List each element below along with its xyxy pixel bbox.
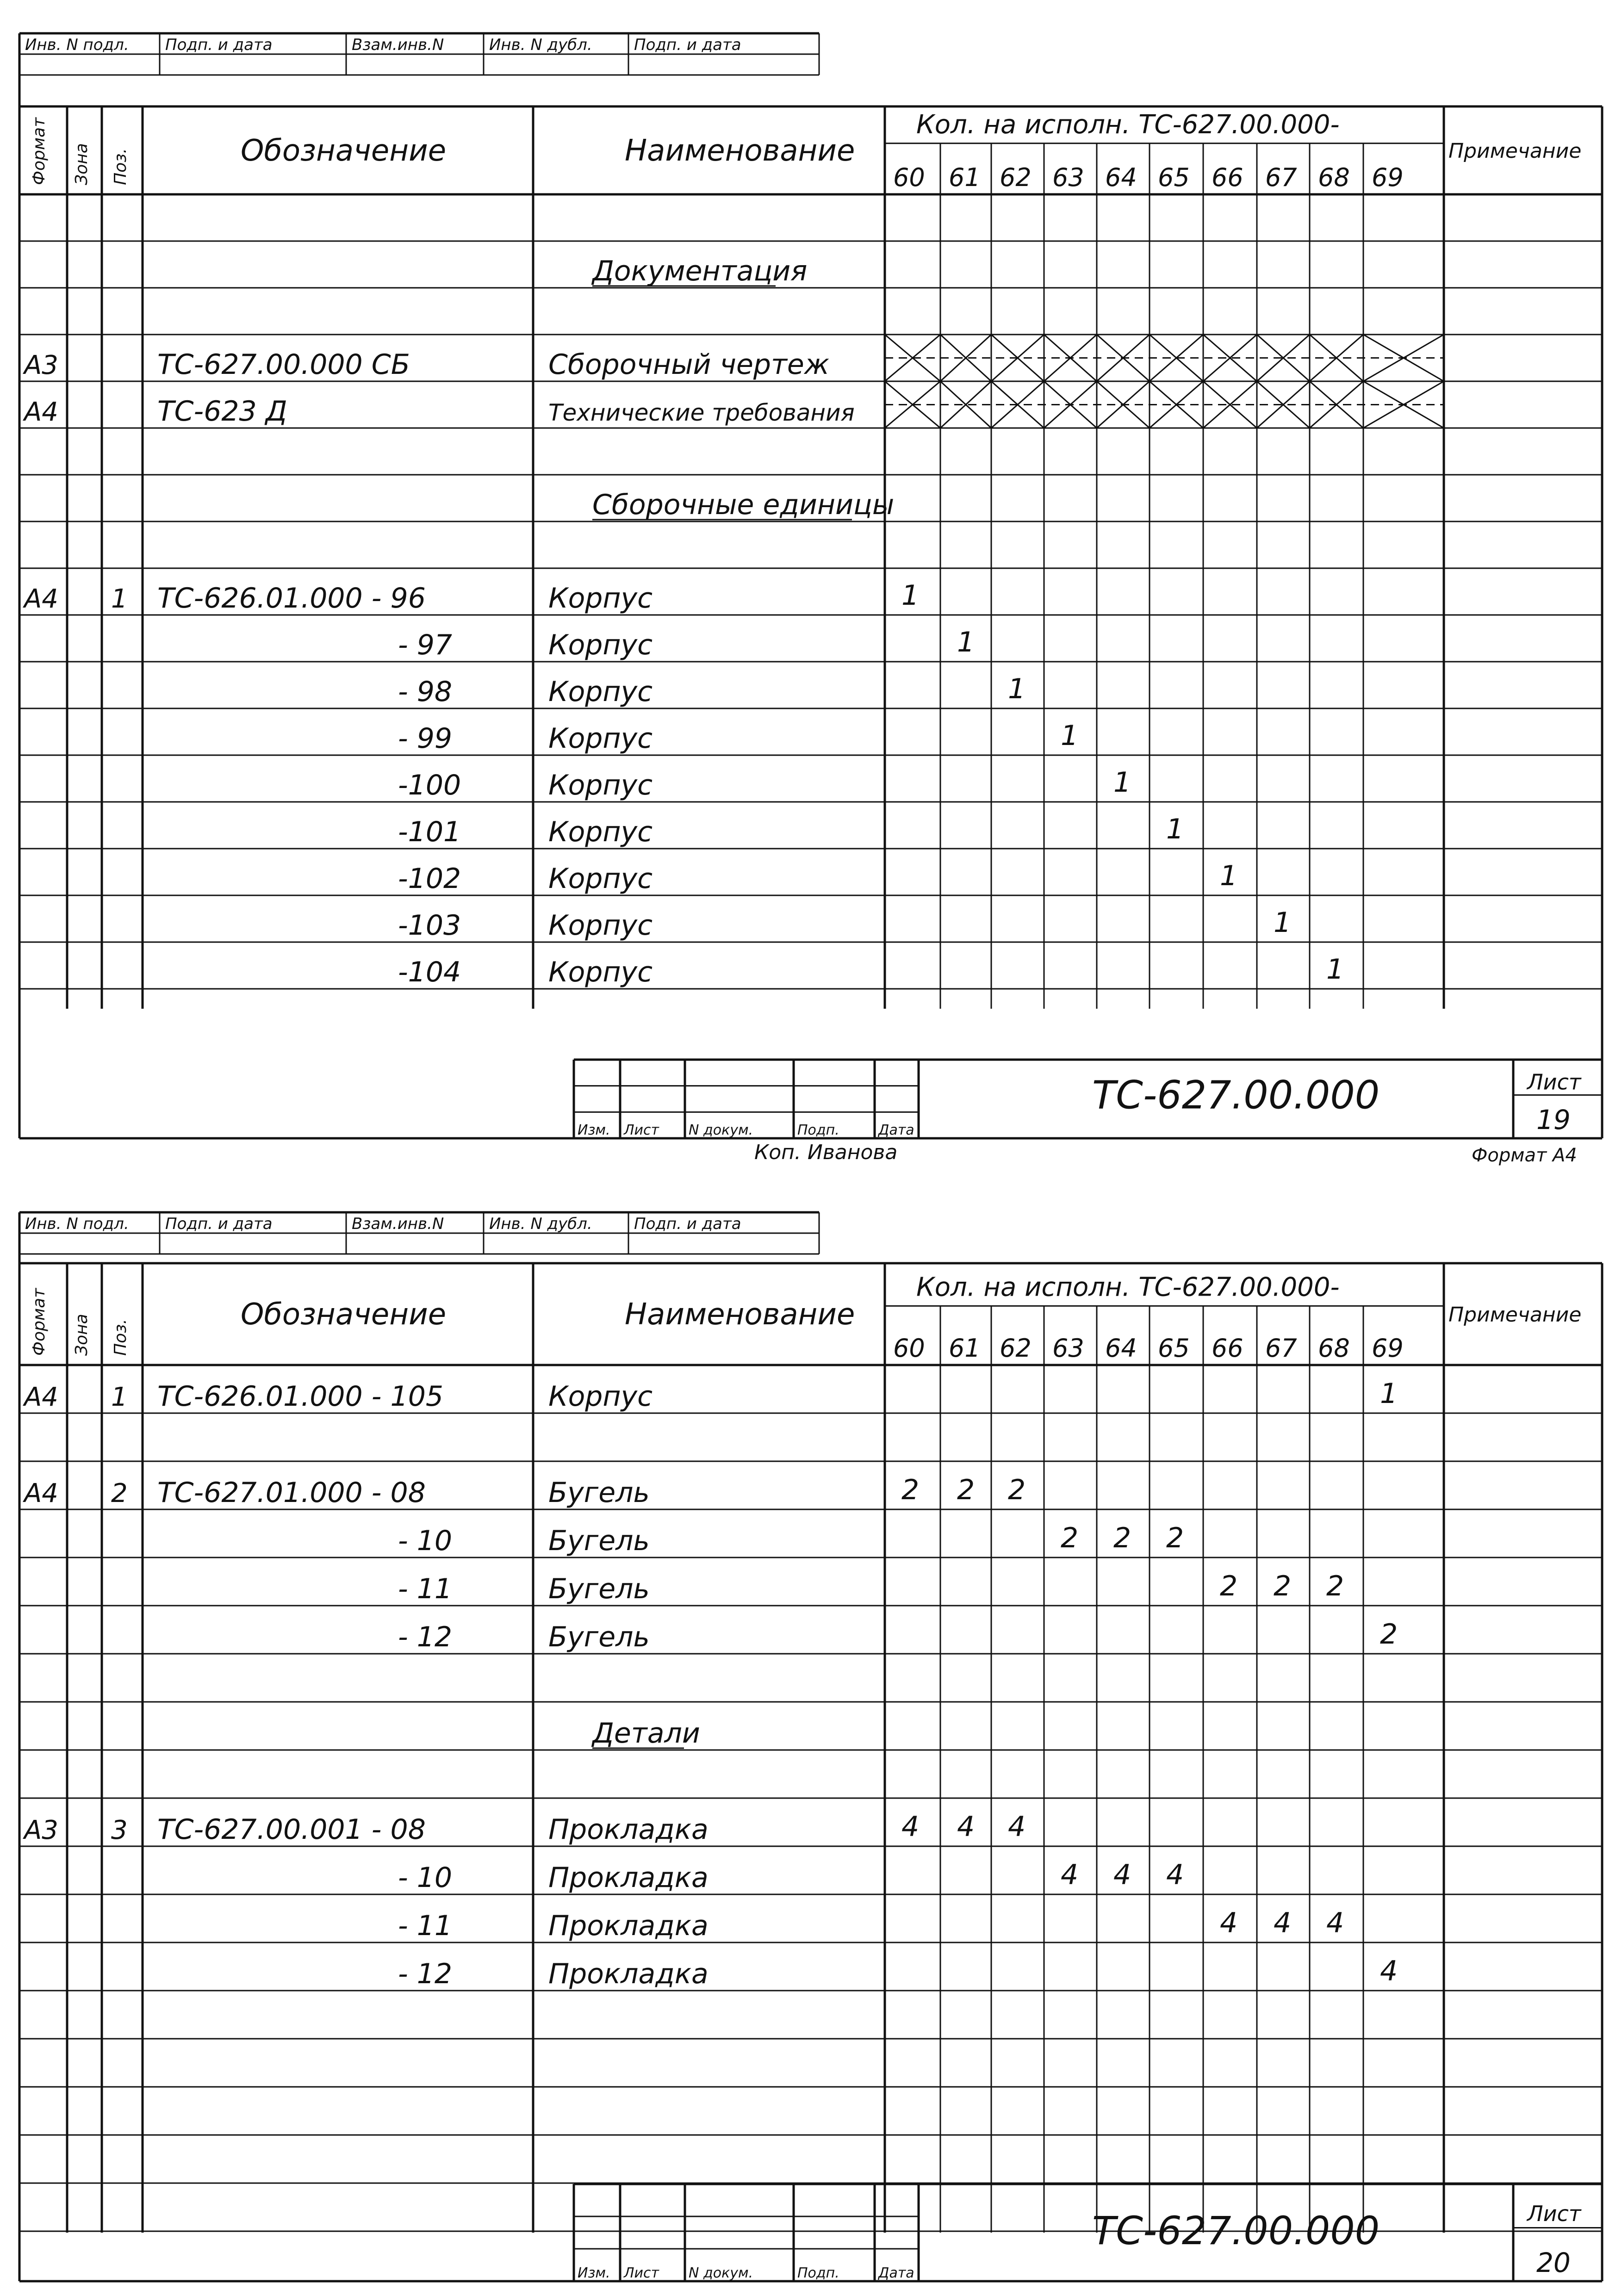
header-format: Формат [30,1288,49,1356]
qty-value: 2 [1274,1570,1292,1602]
header-pos: Поз. [111,148,130,185]
header-variant: 66 [1212,1334,1243,1363]
row-name: Бугель [548,1573,650,1605]
header-variant: 68 [1318,1334,1350,1363]
title-block-label: Изм. [578,1122,610,1138]
header-variant: 61 [949,1334,981,1363]
header-variant: 66 [1212,163,1243,192]
qty-value: 4 [1274,1907,1292,1939]
title-block-label: Подп. [797,1122,839,1138]
qty-value: 1 [1220,860,1238,892]
qty-value: 2 [957,1474,975,1506]
header-variant: 64 [1105,163,1137,192]
stamp-label: Инв. N дубл. [489,36,592,54]
row-designation: - 11 [398,1910,453,1942]
header-variant: 60 [893,163,925,192]
qty-value: 1 [1061,720,1079,752]
row-name: Бугель [548,1525,650,1557]
header-zone: Зона [72,143,91,185]
row-designation: - 97 [398,629,453,661]
row-name: Корпус [548,816,653,848]
row-name: Корпус [548,582,653,614]
header-variant: 63 [1052,1334,1084,1363]
qty-value: 4 [901,1811,920,1843]
row-name: Корпус [548,676,653,708]
title-block-label: Дата [878,1122,914,1138]
row-designation: ТС-626.01.000 - 105 [157,1380,444,1413]
qty-value: 2 [1008,1474,1026,1506]
qty-value: 2 [1220,1570,1238,1602]
row-designation: - 99 [398,722,453,755]
row-name: Корпус [548,629,653,661]
row-name: Сборочный чертеж [548,348,829,381]
stamp-label: Взам.инв.N [352,36,444,54]
row-name: Корпус [548,956,653,988]
section-heading: Детали [592,1717,700,1750]
sheet-label: Лист [1527,1069,1581,1095]
row-format: А4 [24,1478,58,1508]
header-qty-title: Кол. на исполн. ТС-627.00.000- [916,1272,1340,1303]
stamp-label: Подп. и дата [165,36,273,54]
qty-value: 1 [957,626,975,658]
header-note: Примечание [1448,139,1582,163]
row-name: Корпус [548,863,653,895]
qty-value: 4 [1380,1955,1398,1987]
row-designation: ТС-627.01.000 - 08 [157,1477,426,1509]
sheet-number: 19 [1536,1104,1571,1136]
row-pos: 1 [111,584,128,614]
header-zone: Зона [72,1314,91,1356]
header-variant: 65 [1158,163,1190,192]
qty-value: 4 [1220,1907,1238,1939]
header-variant: 68 [1318,163,1350,192]
header-designation: Обозначение [241,1297,447,1332]
sheet-number: 20 [1536,2247,1571,2278]
qty-value: 4 [1326,1907,1344,1939]
header-variant: 67 [1265,163,1297,192]
row-designation: ТС-626.01.000 - 96 [157,582,426,614]
qty-value: 1 [1166,813,1184,845]
header-format: Формат [30,117,49,185]
stamp-label: Взам.инв.N [352,1215,444,1233]
row-format: А3 [24,350,58,380]
row-designation: ТС-627.00.001 - 08 [157,1813,426,1846]
row-name: Корпус [548,909,653,942]
row-designation: -100 [398,769,461,801]
header-variant: 62 [1000,1334,1032,1363]
header-note: Примечание [1448,1303,1582,1327]
row-name: Прокладка [548,1958,708,1990]
header-name: Наименование [625,1297,855,1332]
qty-value: 1 [1113,766,1131,799]
qty-value: 1 [1274,906,1292,939]
row-name: Технические требования [548,399,855,426]
stamp-label: Подп. и дата [634,36,741,54]
row-name: Корпус [548,1380,653,1413]
row-pos: 3 [111,1815,128,1845]
qty-value: 2 [1113,1522,1131,1554]
row-designation: -104 [398,956,461,988]
header-variant: 60 [893,1334,925,1363]
row-designation: -102 [398,863,461,895]
header-variant: 67 [1265,1334,1297,1363]
qty-value: 1 [1008,673,1026,705]
title-block-label: N докум. [689,1122,753,1138]
document-number: ТС-627.00.000 [1092,1072,1380,1118]
title-block-label: Дата [878,2265,914,2281]
qty-value: 4 [1061,1859,1079,1891]
qty-value: 1 [1380,1378,1398,1410]
header-variant: 63 [1052,163,1084,192]
title-block-label: N докум. [689,2265,753,2281]
document-number: ТС-627.00.000 [1092,2208,1380,2254]
row-name: Бугель [548,1621,650,1653]
row-designation: ТС-623 Д [157,395,287,428]
row-designation: -101 [398,816,461,848]
row-name: Корпус [548,722,653,755]
row-designation: ТС-627.00.000 СБ [157,348,410,381]
spec-sheet-20 [0,1194,1622,2296]
qty-value: 4 [957,1811,975,1843]
sheet-drawing [0,1194,1622,2296]
row-name: Прокладка [548,1910,708,1942]
qty-value: 4 [1008,1811,1026,1843]
title-block-label: Лист [624,2265,659,2281]
header-qty-title: Кол. на исполн. ТС-627.00.000- [916,109,1340,140]
header-pos: Поз. [111,1319,130,1356]
header-variant: 61 [949,163,981,192]
qty-value: 1 [901,579,920,612]
qty-value: 2 [1061,1522,1079,1554]
row-format: А4 [24,1382,58,1412]
title-block-label: Лист [624,1122,659,1138]
header-name: Наименование [625,134,855,168]
row-designation: - 11 [398,1573,453,1605]
row-designation: - 10 [398,1525,453,1557]
row-pos: 2 [111,1478,128,1508]
row-format: А4 [24,584,58,614]
row-name: Прокладка [548,1813,708,1846]
qty-value: 1 [1326,953,1344,986]
row-designation: - 12 [398,1621,453,1653]
header-variant: 62 [1000,163,1032,192]
header-variant: 69 [1372,1334,1404,1363]
stamp-label: Инв. N подл. [25,1215,129,1233]
stamp-label: Инв. N дубл. [489,1215,592,1233]
row-name: Корпус [548,769,653,801]
qty-value: 2 [1380,1618,1398,1651]
qty-value: 4 [1113,1859,1131,1891]
header-variant: 64 [1105,1334,1137,1363]
row-pos: 1 [111,1382,128,1412]
qty-value: 2 [1166,1522,1184,1554]
header-designation: Обозначение [241,134,447,168]
section-heading: Документация [592,255,808,287]
sheet-label: Лист [1527,2201,1581,2226]
copied-by: Коп. Иванова [754,1141,898,1164]
stamp-label: Инв. N подл. [25,36,129,54]
row-designation: - 10 [398,1862,453,1894]
title-block-label: Подп. [797,2265,839,2281]
row-designation: -103 [398,909,461,942]
qty-value: 4 [1166,1859,1184,1891]
row-format: А4 [24,397,58,427]
row-name: Прокладка [548,1862,708,1894]
header-variant: 69 [1372,163,1404,192]
row-name: Бугель [548,1477,650,1509]
stamp-label: Подп. и дата [165,1215,273,1233]
header-variant: 65 [1158,1334,1190,1363]
row-designation: - 12 [398,1958,453,1990]
format-label: Формат А4 [1472,1145,1577,1166]
qty-value: 2 [1326,1570,1344,1602]
title-block-label: Изм. [578,2265,610,2281]
row-format: А3 [24,1815,58,1845]
row-designation: - 98 [398,676,453,708]
qty-value: 2 [901,1474,920,1506]
section-heading: Сборочные единицы [592,489,895,521]
stamp-label: Подп. и дата [634,1215,741,1233]
